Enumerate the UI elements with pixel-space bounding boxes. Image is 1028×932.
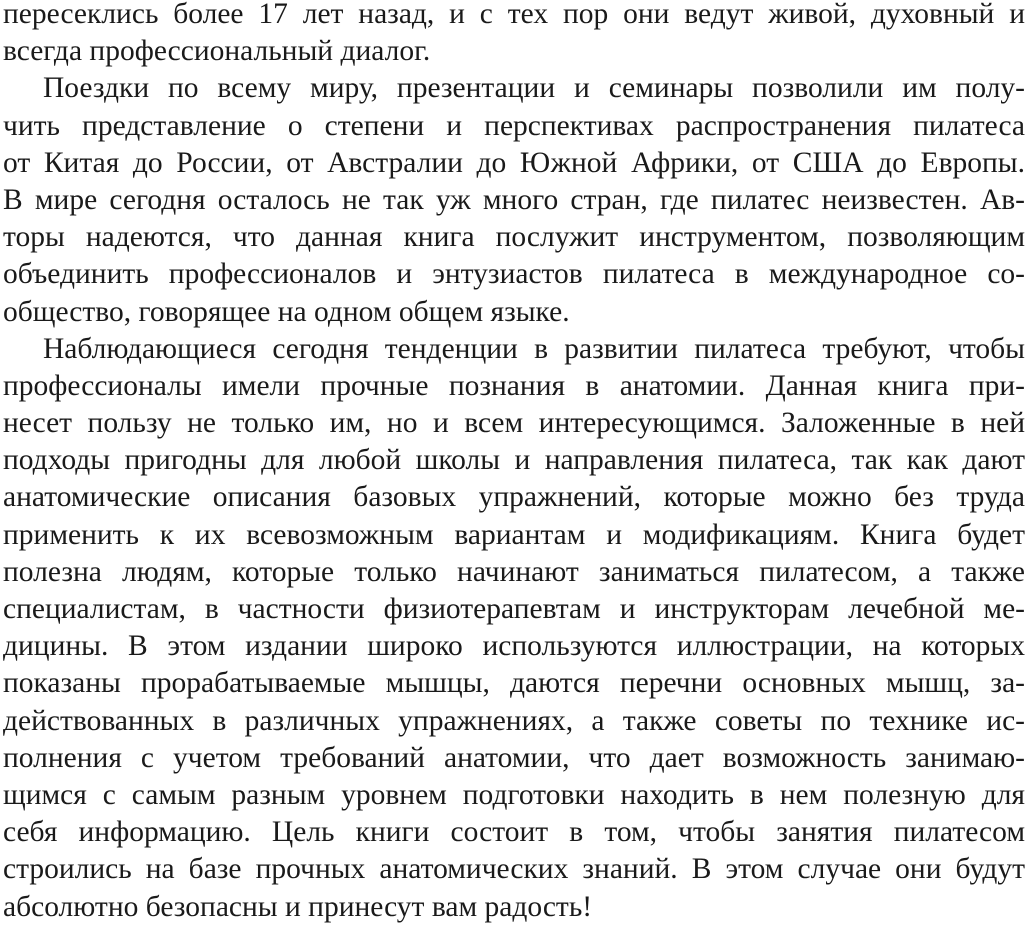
- text-line: объединить профессионалов и энтузиастов пилатеса в международное со-: [3, 258, 1025, 291]
- paragraph: [3, 0, 1025, 70]
- document-page: [3, 0, 1025, 926]
- text-line: щимся с самым разным уровнем подготовки находить в нем полезную для: [3, 778, 1025, 811]
- text-line: всегда профессиональный диалог.: [3, 35, 431, 68]
- text-line: торы надеются, что данная книга послужит инструментом, позволяющим: [3, 221, 1025, 254]
- text-line: полнения с учетом требований анатомии, что дает возможность занимаю-: [3, 741, 1025, 774]
- text-line: абсолютно безопасны и принесут вам радость!: [3, 890, 593, 923]
- text-line: строились на базе прочных анатомических знаний. В этом случае они будут: [3, 853, 1025, 886]
- text-line: чить представление о степени и перспективах распространения пилатеса: [3, 109, 1025, 142]
- paragraph: [3, 331, 1025, 926]
- text-line: Наблюдающиеся сегодня тенденции в развитии пилатеса требуют, чтобы: [43, 332, 1025, 365]
- text-line: пересеклись более 17 лет назад, и с тех пор они ведут живой, духовный и: [3, 0, 1025, 30]
- text-line: показаны прорабатываемые мышцы, даются перечни основных мышц, за-: [3, 667, 1025, 700]
- text-line: от Китая до России, от Австралии до Южной Африки, от США до Европы.: [3, 146, 1025, 179]
- text-line: дицины. В этом издании широко используются иллюстрации, на которых: [3, 630, 1025, 663]
- text-line: профессионалы имели прочные познания в анатомии. Данная книга при-: [3, 369, 1025, 402]
- text-line: специалистам, в частности физиотерапевтам и инструкторам лечебной ме-: [3, 593, 1025, 625]
- text-line: подходы пригодны для любой школы и направления пилатеса, так как дают: [3, 444, 1025, 477]
- text-line: полезна людям, которые только начинают заниматься пилатесом, а также: [3, 555, 1025, 588]
- text-line: себя информацию. Цель книги состоит в том, чтобы занятия пилатесом: [3, 816, 1025, 849]
- text-line: анатомические описания базовых упражнений, которые можно без труда: [3, 481, 1025, 514]
- text-line: В мире сегодня осталось не так уж много стран, где пилатес неизвестен. Ав-: [3, 183, 1025, 216]
- text-line: Поездки по всему миру, презентации и семинары позволили им полу-: [43, 72, 1025, 105]
- paragraph: [3, 70, 1025, 330]
- text-line: действованных в различных упражнениях, а также советы по технике ис-: [3, 704, 1025, 737]
- text-line: несет пользу не только им, но и всем интересующимся. Заложенные в ней: [3, 407, 1025, 440]
- text-line: общество, говорящее на одном общем языке.: [3, 295, 570, 328]
- text-line: применить к их всевозможным вариантам и модификациям. Книга будет: [3, 518, 1025, 551]
